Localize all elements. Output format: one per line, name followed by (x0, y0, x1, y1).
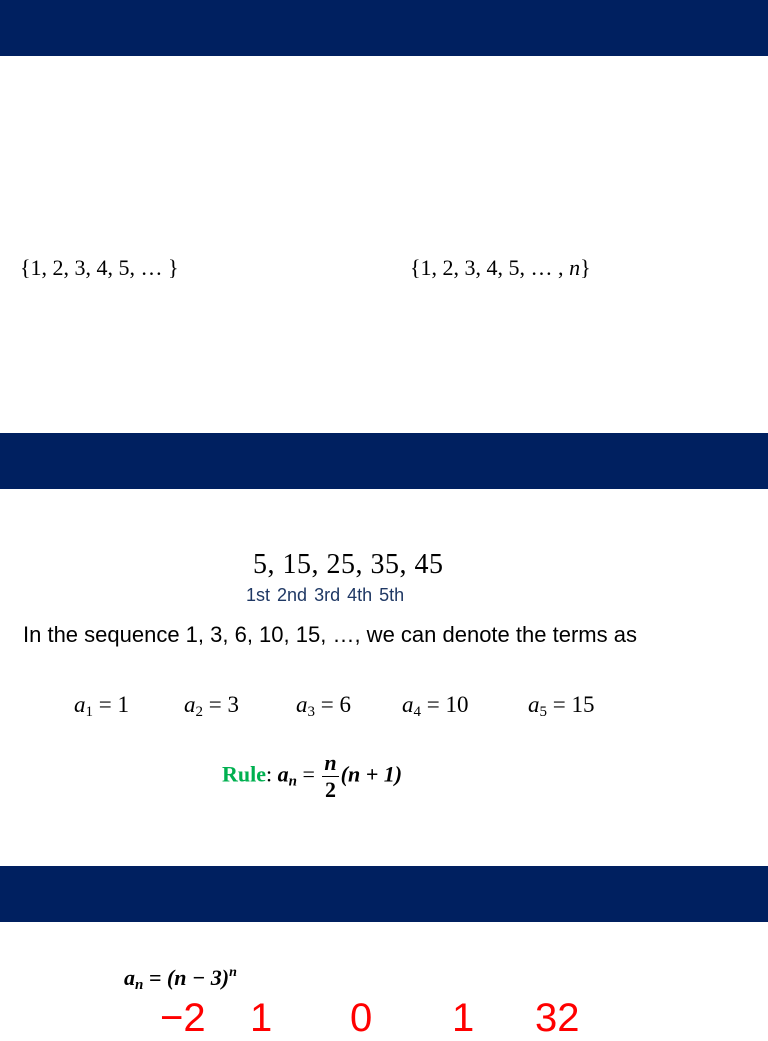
sequence-description: In the sequence 1, 3, 6, 10, 15, …, we can denote the terms as (23, 622, 637, 647)
finite-set-notation (410, 255, 591, 281)
finite-set-prefix: {1, 2, 3, 4, 5, … , (410, 255, 570, 280)
header-bar-top (0, 0, 768, 56)
sequence-example: 5, 15, 25, 35, 45 (253, 549, 444, 580)
term-a5: $a_5 = 15$ (528, 692, 595, 720)
rule-label: Rule (222, 761, 266, 787)
header-bar-bottom (0, 866, 768, 922)
ordinal-label: 4th (347, 585, 373, 605)
result-value: 1 (250, 996, 273, 1040)
ordinal-labels (246, 585, 411, 606)
result-value: −2 (160, 996, 206, 1040)
ordinal-label: 3rd (314, 585, 341, 605)
ordinal-label: 2nd (277, 585, 308, 605)
ordinal-label: 1st (246, 585, 271, 605)
exponential-formula: $a_n = (n - 3)^n$ (124, 965, 237, 993)
ordinal-label: 5th (379, 585, 405, 605)
result-value: 0 (350, 996, 373, 1040)
infinite-set-notation (20, 255, 179, 281)
term-a1: $a_1 = 1$ (74, 692, 129, 720)
finite-set-suffix: } (580, 255, 591, 280)
finite-set-variable: n (569, 255, 581, 280)
result-value: 1 (452, 996, 475, 1040)
rule-formula: Rule: $a_n$ = $\frac{n}{2}$ (n + 1) (222, 750, 403, 802)
term-a3: $a_3 = 6$ (296, 692, 351, 720)
result-value: 32 (535, 996, 580, 1040)
rule-fraction: $\frac{n}{2}$ (324, 750, 337, 802)
header-bar-middle (0, 433, 768, 489)
term-a4: $a_4 = 10$ (402, 692, 469, 720)
term-a2: $a_2 = 3$ (184, 692, 239, 720)
infinite-set-text: {1, 2, 3, 4, 5, … } (20, 255, 179, 280)
